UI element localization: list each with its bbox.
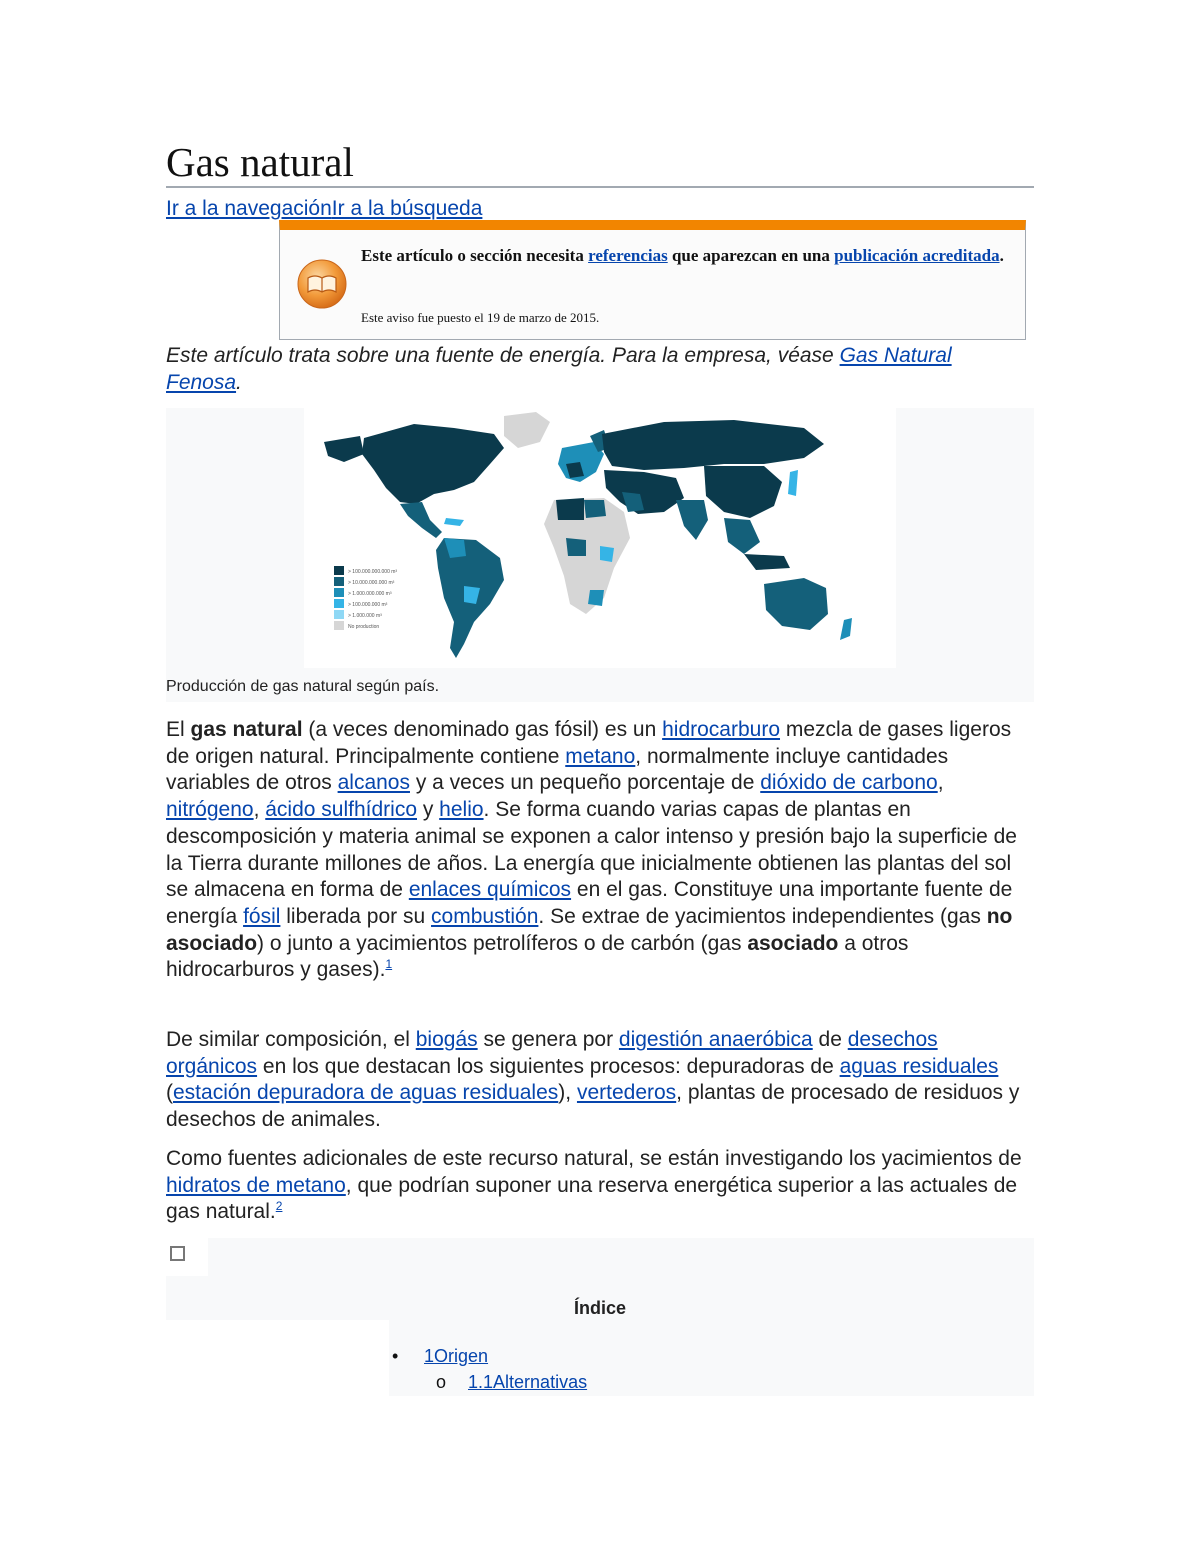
toc-item-origen	[392, 1346, 488, 1367]
enlaces-quimicos-link[interactable]: enlaces químicos	[408, 878, 572, 902]
reference-1-link[interactable]: 1	[385, 957, 393, 972]
hidrocarburo-link[interactable]: hidrocarburo	[662, 718, 781, 741]
biogas-paragraph: De similar composición, el biogás se genera por digestión anaeróbica de desechos orgánicos en los que destacan los siguientes procesos: depuradoras de aguas residuales (estación depuradora de aguas residuales), vertederos, plantas de procesado de residuos y desechos de animales.	[166, 1028, 1020, 1132]
figure	[166, 408, 1034, 702]
jump-links	[166, 196, 482, 222]
table-of-contents	[166, 1238, 1034, 1398]
intro-paragraph: El gas natural (a veces denominado gas fósil) es un hidrocarburo mezcla de gases ligeros de origen natural. Principalmente contiene metano, normalmente incluye cantidades variables de otros alcanos y a veces un pequeño porcentaje de dióxido de carbono, nitrógeno, ácido sulfhídrico y helio. Se forma cuando varias capas de plantas en descomposición y materia animal se exponen a calor intenso y presión bajo la superficie de la Tierra durante millones de años. La energía que inicialmente obtienen las plantas del sol se almacena en forma de enlaces químicos en el gas. Constituye una importante fuente de energía fósil liberada por su combustión. Se extrae de yacimientos independientes (gas no asociado) o junto a yacimientos petrolíferos o de carbón (gas asociado a otros hidrocarburos y gases).$^1$	[166, 718, 1017, 982]
referencias-link[interactable]: referencias	[588, 246, 668, 265]
nitrogeno-link[interactable]: nitrógeno	[166, 798, 254, 822]
figure-caption: Producción de gas natural según país.	[166, 678, 440, 695]
reference-2-link[interactable]: 2	[275, 1199, 283, 1214]
fosil-link[interactable]: fósil	[243, 904, 281, 928]
alcanos-link[interactable]: alcanos	[337, 771, 410, 795]
notice-message: Este artículo o sección necesita referencias que aparezcan en una publicación acreditada.	[361, 246, 1004, 265]
world-map-image[interactable]	[304, 408, 896, 668]
acido-sulfhidrico-link[interactable]: ácido sulfhídrico	[265, 798, 417, 822]
notice-date: Este aviso fue puesto el 19 de marzo de 2015.	[361, 310, 600, 325]
metano-link[interactable]: metano	[565, 744, 636, 768]
toc-item-alternativas	[436, 1372, 587, 1393]
helio-link[interactable]: helio	[439, 798, 484, 822]
references-notice	[279, 220, 1026, 340]
svg-text:> 100.000.000.000 m³: > 100.000.000.000 m³	[348, 569, 398, 575]
publicacion-acreditada-link[interactable]: publicación acreditada	[834, 246, 1000, 265]
page-title: Gas natural	[166, 138, 1034, 188]
vertederos-link[interactable]: vertederos	[576, 1081, 677, 1105]
toc-title: Índice	[573, 1298, 626, 1318]
svg-text:> 10.000.000.000 m³: > 10.000.000.000 m³	[348, 580, 395, 586]
jump-to-search-link[interactable]: Ir a la búsqueda	[331, 197, 483, 220]
svg-text:> 1.000.000 m³: > 1.000.000 m³	[348, 613, 382, 619]
desechos-organicos-link[interactable]: desechos orgánicos	[166, 1028, 938, 1078]
gas-natural-fenosa-link[interactable]: Gas Natural Fenosa	[166, 344, 952, 394]
jump-to-navigation-link[interactable]: Ir a la navegación	[166, 197, 332, 220]
estacion-depuradora-link[interactable]: estación depuradora de aguas residuales	[173, 1081, 559, 1105]
hydrates-paragraph: Como fuentes adicionales de este recurso natural, se están investigando los yacimientos de hidratos de metano, que podrían suponer una reserva energética superior a las actuales de gas natural.$^2$	[166, 1147, 1022, 1224]
svg-text:No production: No production	[348, 624, 380, 630]
toc-link-origen[interactable]: 1Origen	[424, 1346, 489, 1366]
combustion-link[interactable]: combustión	[431, 904, 539, 928]
aguas-residuales-link[interactable]: aguas residuales	[839, 1054, 999, 1078]
sub-bullet-icon: o	[436, 1372, 447, 1392]
dioxido-de-carbono-link[interactable]: dióxido de carbono	[760, 771, 938, 795]
svg-text:> 100.000.000 m³: > 100.000.000 m³	[348, 602, 388, 608]
digestion-anaerobica-link[interactable]: digestión anaeróbica	[618, 1028, 813, 1051]
toc-toggle-checkbox[interactable]	[170, 1246, 185, 1261]
hidratos-de-metano-link[interactable]: hidratos de metano	[166, 1173, 346, 1197]
biogas-link[interactable]: biogás	[415, 1028, 478, 1051]
bullet-icon: •	[392, 1346, 399, 1366]
hatnote: Este artículo trata sobre una fuente de energía. Para la empresa, véase Gas Natural Fenosa.	[166, 344, 952, 394]
toc-link-alternativas[interactable]: 1.1Alternativas	[468, 1372, 588, 1392]
book-icon	[296, 258, 348, 310]
svg-text:> 1.000.000.000 m³: > 1.000.000.000 m³	[348, 591, 392, 597]
